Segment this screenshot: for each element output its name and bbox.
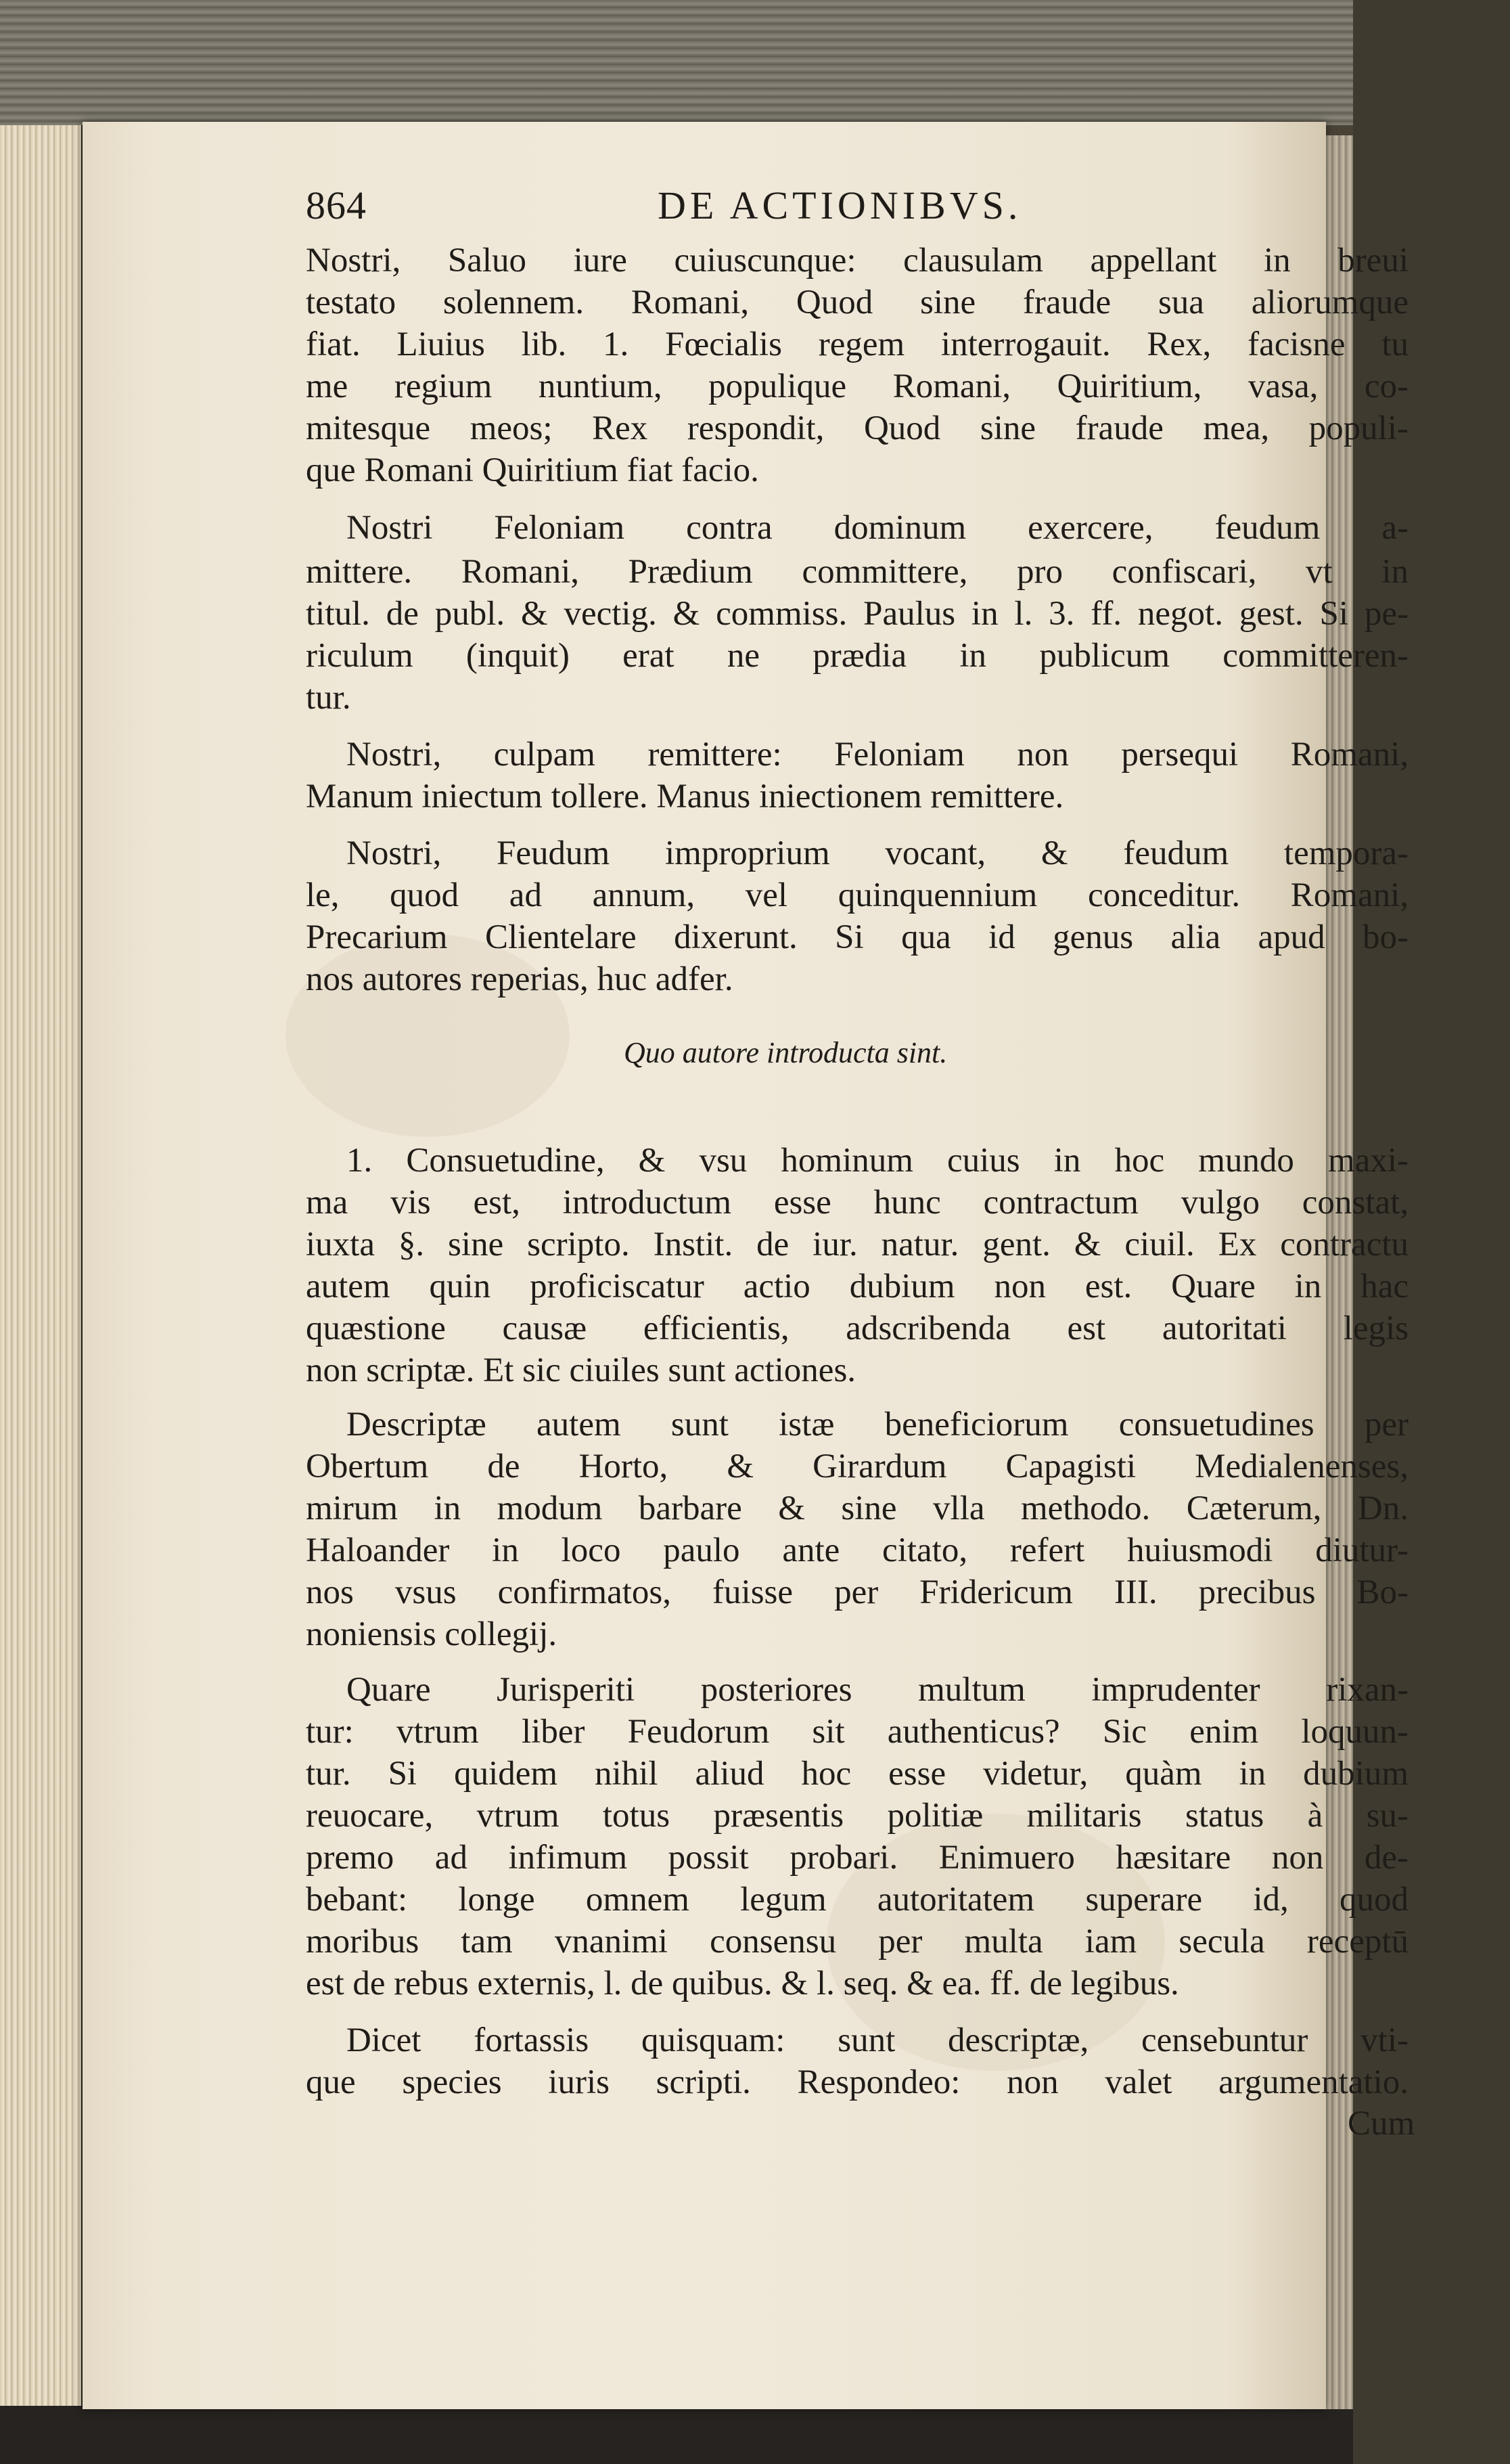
page-header <box>306 183 1300 237</box>
text-line: noniensis collegij. <box>306 1615 557 1653</box>
text-line: bebant: longe omnem legum autoritatem superare id, quod <box>306 1881 1409 1919</box>
text-line: non scriptæ. Et sic ciuiles sunt actiones. <box>306 1351 856 1389</box>
text-line: iuxta §. sine scripto. Instit. de iur. natur. gent. & ciuil. Ex contractu <box>306 1226 1409 1263</box>
text-line: Precarium Clientelare dixerunt. Si qua id genus alia apud bo- <box>306 918 1409 956</box>
text-line: tur. <box>306 679 351 717</box>
text-line: tur: vtrum liber Feudorum sit authenticus? Sic enim loquun- <box>306 1713 1409 1751</box>
text-line: nos autores reperias, huc adfer. <box>306 960 733 998</box>
text-line: ma vis est, introductum esse hunc contractum vulgo constat, <box>306 1184 1409 1222</box>
page-number: 864 <box>306 183 367 227</box>
text-line: autem quin proficiscatur actio dubium non est. Quare in hac <box>306 1268 1409 1305</box>
text-line: premo ad infimum possit probari. Enimuero hæsitare non de- <box>306 1839 1409 1877</box>
book-left-page-stack <box>0 125 83 2426</box>
text-line: Nostri Feloniam contra dominum exercere, feudum a- <box>346 509 1409 547</box>
book-bottom-edge <box>0 2406 1353 2464</box>
text-line: Manum iniectum tollere. Manus iniectionem remittere. <box>306 778 1064 815</box>
text-line: Nostri, Saluo iure cuiuscunque: clausulam appellant in breui <box>306 242 1409 279</box>
text-line: est de rebus externis, l. de quibus. & l. seq. & ea. ff. de legibus. <box>306 1965 1179 2002</box>
text-line: Obertum de Horto, & Girardum Capagisti Medialenenses, <box>306 1448 1409 1485</box>
text-line: quæstione causæ efficientis, adscribenda est autoritati legis <box>306 1309 1409 1347</box>
text-line: que Romani Quiritium fiat facio. <box>306 451 759 489</box>
text-line: mirum in modum barbare & sine vlla methodo. Cæterum, Dn. <box>306 1489 1409 1527</box>
text-line: riculum (inquit) erat ne prædia in publicum committeren- <box>306 637 1409 675</box>
text-line: le, quod ad annum, vel quinquennium conceditur. Romani, <box>306 876 1409 914</box>
text-line: nos vsus confirmatos, fuisse per Fridericum III. precibus Bo- <box>306 1573 1409 1611</box>
text-line: moribus tam vnanimi consensu per multa iam secula receptū <box>306 1923 1409 1961</box>
text-line: tur. Si quidem nihil aliud hoc esse videtur, quàm in dubium <box>306 1755 1409 1793</box>
text-line: mittere. Romani, Prædium committere, pro confiscari, vt in <box>306 553 1409 591</box>
book-page <box>83 122 1415 2409</box>
page-content <box>208 122 1415 2409</box>
text-line: Quare Jurisperiti posteriores multum imprudenter rixan- <box>346 1671 1409 1709</box>
running-head: DE ACTIONIBVS. <box>658 183 1022 227</box>
text-line: me regium nuntium, populique Romani, Quiritium, vasa, co- <box>306 367 1409 405</box>
section-heading: Quo autore introducta sint. <box>624 1036 948 1069</box>
text-line: que species iuris scripti. Respondeo: non valet argumentatio. <box>306 2063 1409 2101</box>
text-line: 1. Consuetudine, & vsu hominum cuius in hoc mundo maxi- <box>346 1142 1409 1180</box>
text-line: mitesque meos; Rex respondit, Quod sine fraude mea, populi- <box>306 409 1409 447</box>
text-line: Descriptæ autem sunt istæ beneficiorum consuetudines per <box>346 1406 1409 1443</box>
text-line: Nostri, Feudum improprium vocant, & feudum tempora- <box>346 834 1409 872</box>
text-line: testato solennem. Romani, Quod sine fraude sua aliorumque <box>306 284 1409 321</box>
text-line: reuocare, vtrum totus præsentis politiæ militaris status à su- <box>306 1797 1409 1835</box>
text-line: fiat. Liuius lib. 1. Fœcialis regem interrogauit. Rex, facisne tu <box>306 326 1409 363</box>
book-top-edge <box>0 0 1353 125</box>
catchword: Cum <box>1348 2105 1415 2143</box>
text-line: titul. de publ. & vectig. & commiss. Paulus in l. 3. ff. negot. gest. Si pe- <box>306 595 1409 633</box>
text-line: Dicet fortassis quisquam: sunt descriptæ, censebuntur vti- <box>346 2021 1409 2059</box>
text-line: Nostri, culpam remittere: Feloniam non persequi Romani, <box>346 736 1409 774</box>
text-line: Haloander in loco paulo ante citato, refert huiusmodi diutur- <box>306 1531 1409 1569</box>
